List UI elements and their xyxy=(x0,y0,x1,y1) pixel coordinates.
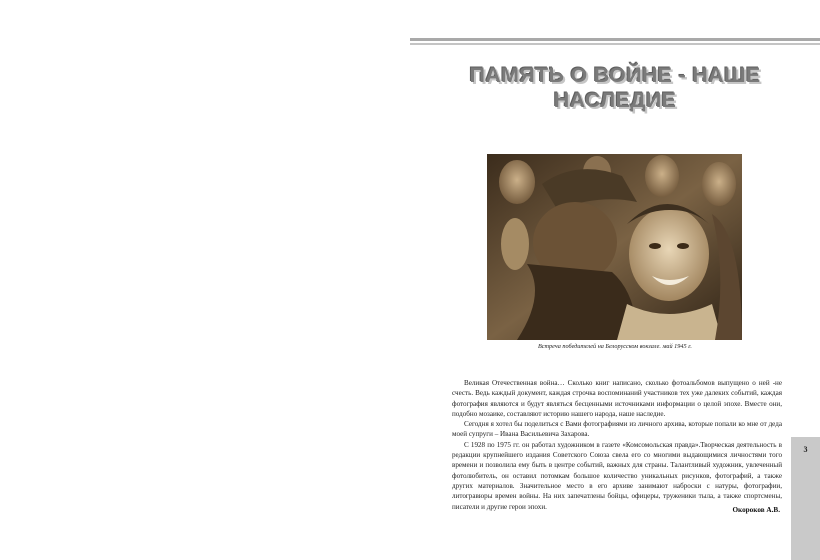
page-number-tab xyxy=(791,437,820,560)
page-title xyxy=(430,63,800,113)
paragraph-1: Великая Отечественная война… Сколько книг написано, сколько фотоальбомов выпущено о ней -не счесть. Ведь каждый документ, каждая строчка воспоминаний участников тех уже далеких событий, каждая фотография являются и будут являться бесценными источниками информации о целой эпохе. Вместе они, подобно мозаике, составляют историю нашего народа, наше наследие. xyxy=(452,379,782,418)
paragraph-3: С 1928 по 1975 гг. он работал художником в газете «Комсомольская правда».Творческая деятельность в редакции крупнейшего издания Советского Союза свела его со многими выдающимися личностями того времени и позволила ему быть в центре событий, важных для страны. Талантливый художник, увлеченный фотолюбитель, он оставил потомкам большое количество уникальных рисунков, фотографий, а также других материалов. Значительное место в его архиве занимают наброски с натуры, фотографии, литогравюры времен войны. На них запечатлены бойцы, офицеры, труженики тыла, а также спортсмены, писатели и другие герои эпохи. xyxy=(452,440,782,511)
paragraph-2: Сегодня я хотел бы поделиться с Вами фотографиями из личного архива, которые попали ко мне от деда моей супруги – Ивана Васильевича Захарова. xyxy=(452,420,782,439)
article-body xyxy=(452,378,782,512)
title-line-1: ПАМЯТЬ О ВОЙНЕ - НАШЕ xyxy=(469,63,761,87)
photo-caption: Встреча победителей на Белорусском вокзале. май 1945 г. xyxy=(538,343,692,350)
historical-photo xyxy=(487,154,742,340)
title-line-2: НАСЛЕДИЕ xyxy=(553,88,677,112)
header-rule-top xyxy=(410,38,820,41)
header-rule-bottom xyxy=(410,43,820,45)
page-number: 3 xyxy=(803,445,808,454)
author-signature: Окороков А.В. xyxy=(732,506,780,514)
